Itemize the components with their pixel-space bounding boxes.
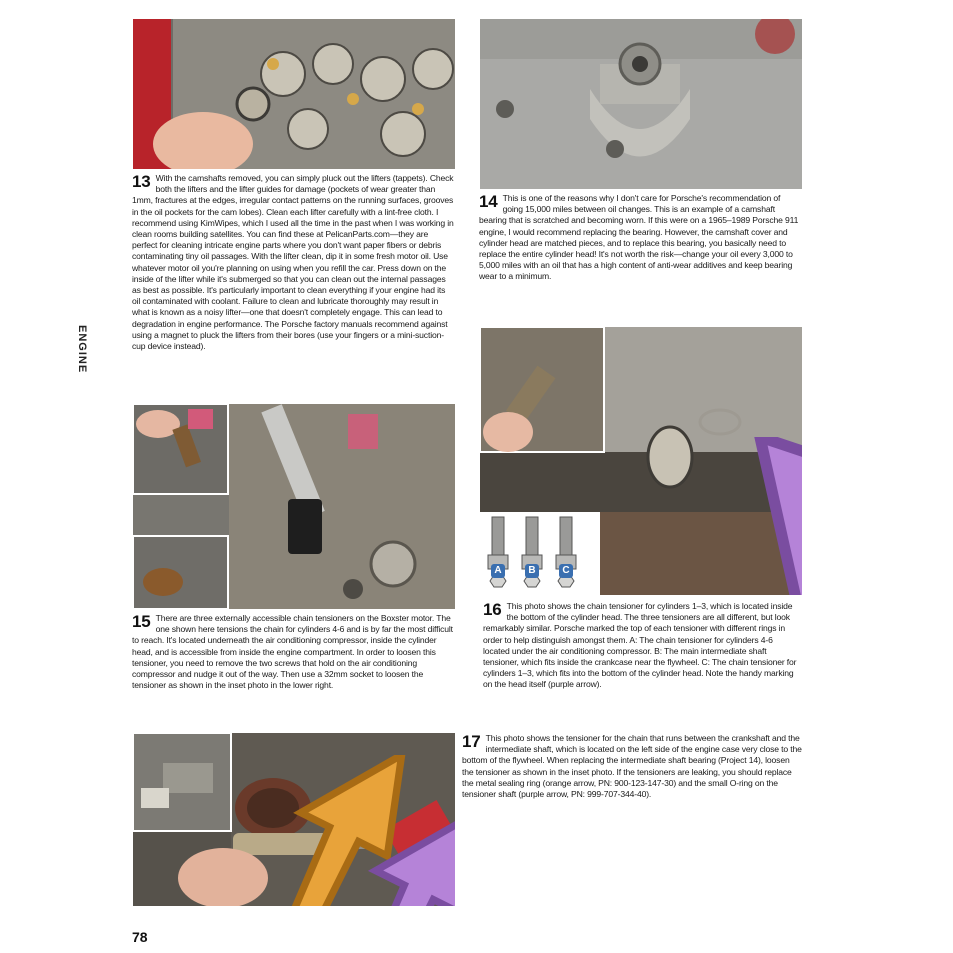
step-number: 13 xyxy=(132,172,151,191)
photo-lifters xyxy=(132,18,456,170)
page-number: 78 xyxy=(132,929,148,945)
step-number: 16 xyxy=(483,600,502,619)
step-text: This photo shows the tensioner for the chain that runs between the crankshaft and the intermediate shaft, which is located on the left side of the engine case very close to the bottom of the flywheel. When replacing the intermediate shaft bearing (Project 14), loosen the tensioner as shown in the inset photo. If the tensioners are leaking, you should replace the metal sealing ring (orange arrow, PN: 900-123-147-30) and the small O-ring on the tensioner shaft (purple arrow, PN: 999-707-344-40). xyxy=(462,733,802,800)
step-text: There are three externally accessible chain tensioners on the Boxster motor. The one shown here tensions the chain for cylinders 4-6 and is by far the most difficult to reach. It's located underneath the air conditioning compressor, inside the cylinder head, and is accessible from inside the engine compartment. In order to loosen this tensioner, you need to remove the two screws that hold on the air conditioning compressor and nudge it out of the way. Then use a 32mm socket to loosen the tensioner as shown in the inset photo in the lower right. xyxy=(132,613,453,691)
step-number: 17 xyxy=(462,732,481,751)
photo-intermediate-shaft-tensioner xyxy=(132,732,456,907)
purple-arrow-icon xyxy=(733,437,803,596)
tensioner-label-c: C xyxy=(559,564,573,578)
step-number: 14 xyxy=(479,192,498,211)
photo-tensioner-1-3 xyxy=(479,326,803,596)
caption-step-17 xyxy=(462,733,802,800)
step-text: With the camshafts removed, you can simply pluck out the lifters (tappets). Check both the lifters and the lifter guides for damage (pockets of wear greater than 1mm, fractures at the edges, irregular contact patterns on the running surfaces, grooves in the oil pockets for the cam lobes). Clean each lifter carefully with a lint-free cloth. I recommend using KimWipes, which I used all the time in the past when I was working in clean rooms building satellites. You can find these at PelicanParts.com—they are perfect for cleaning intricate engine parts where you don't want paper fibers or debris contaminating tiny oil passages. With the lifter clean, dip it in some fresh motor oil. Use whatever motor oil you're planning on using when you refill the car. Press down on the inside of the lifter while it's submerged so that you can clean out the internal passages as best as possible. It's particularly important to clean everything if your engine had its oil contaminated with coolant. Failure to clean and lubricate thoroughly may result in what is known as a noisy lifter—one that doesn't completely engage. This can lead to degradation in engine performance. The Porsche factory manuals recommend against using a magnet to pluck the lifters from their bores (use your fingers or a mini-suction-cup device instead). xyxy=(132,173,454,352)
photo-camshaft-bearing xyxy=(479,18,803,190)
caption-step-15 xyxy=(132,613,454,691)
tensioner-label-a: A xyxy=(491,564,505,578)
caption-step-13 xyxy=(132,173,454,352)
caption-step-16 xyxy=(483,601,801,691)
caption-step-14 xyxy=(479,193,801,283)
step-number: 15 xyxy=(132,612,151,631)
tensioner-label-b: B xyxy=(525,564,539,578)
section-label: ENGINE xyxy=(76,325,88,374)
purple-arrow-icon xyxy=(265,813,456,907)
photo-tensioner-4-6 xyxy=(132,403,456,610)
step-text: This photo shows the chain tensioner for cylinders 1–3, which is located inside the bottom of the cylinder head. The three tensioners are all different, but look remarkably similar. Porsche marked the top of each tensioner with different rings in order to help distinguish amongst them. A: The chain tensioner for cylinders 4-6 located under the air conditioning compressor. B: The main intermediate shaft tensioner, which fits inside the crankcase near the flywheel. C: The chain tensioner for cylinders 1–3, which fits into the bottom of the cylinder head. Note the handy marking on the head itself (purple arrow). xyxy=(483,601,797,690)
step-text: This is one of the reasons why I don't care for Porsche's recommendation of going 15,000 miles between oil changes. This is an example of a camshaft bearing that is scratched and becoming worn. If this were on a 1965–1989 Porsche 911 engine, I would recommend replacing the bearing. However, the camshaft cover and cylinder head are matched pieces, and to replace this bearing, you basically need to replace the entire cylinder head! It's not worth the risk—change your oil every 3,000 to 5,000 miles with an oil that has a high content of anti-wear additives and keep bearing wear to a minimum. xyxy=(479,193,799,282)
